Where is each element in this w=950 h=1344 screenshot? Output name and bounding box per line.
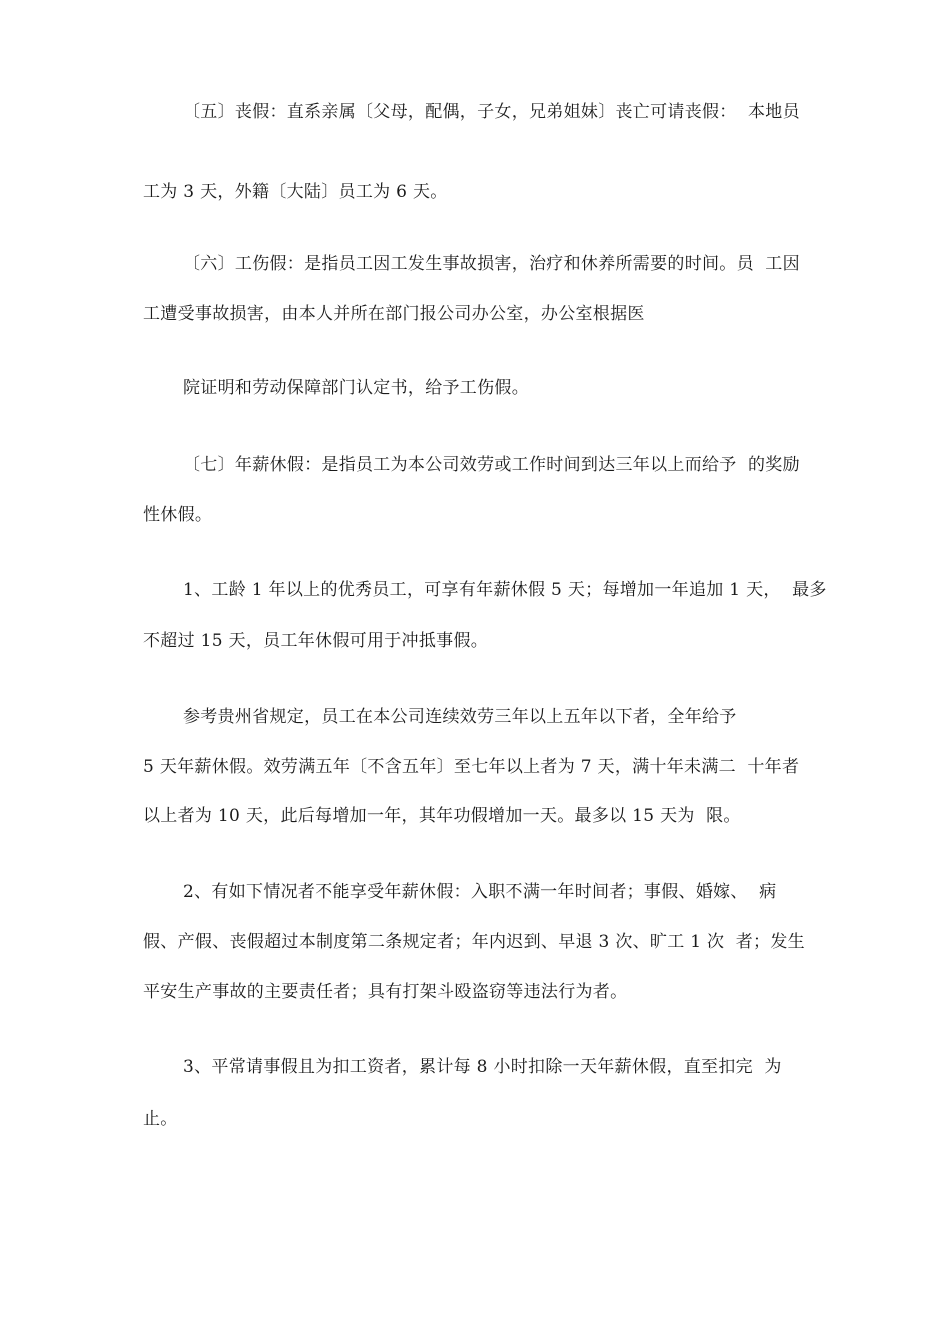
text-line: 性休假。 xyxy=(143,505,213,525)
text-line: 〔六〕工伤假：是指员工因工发生事故损害，治疗和休养所需要的时间。员 工因 xyxy=(183,254,800,274)
text-line: 平安生产事故的主要责任者；具有打架斗殴盗窃等违法行为者。 xyxy=(143,982,628,1002)
text-line: 3、平常请事假且为扣工资者，累计每 8 小时扣除一天年薪休假，直至扣完 为 xyxy=(183,1057,782,1077)
text-line: 〔五〕丧假：直系亲属〔父母，配偶，子女，兄弟姐妹〕丧亡可请丧假： 本地员 xyxy=(183,102,800,122)
text-line: 不超过 15 天，员工年休假可用于冲抵事假。 xyxy=(143,631,489,651)
text-line: 〔七〕年薪休假：是指员工为本公司效劳或工作时间到达三年以上而给予 的奖励 xyxy=(183,455,800,475)
text-line: 工遭受事故损害，由本人并所在部门报公司办公室，办公室根据医 xyxy=(143,304,645,324)
text-line: 止。 xyxy=(143,1109,178,1129)
text-line: 2、有如下情况者不能享受年薪休假：入职不满一年时间者；事假、婚嫁、 病 xyxy=(183,882,777,902)
text-line: 参考贵州省规定，员工在本公司连续效劳三年以上五年以下者，全年给予 xyxy=(183,707,737,727)
text-line: 假、产假、丧假超过本制度第二条规定者；年内迟到、早退 3 次、旷工 1 次 者；发生 xyxy=(143,932,805,952)
text-line: 工为 3 天，外籍〔大陆〕员工为 6 天。 xyxy=(143,182,448,202)
text-line: 5 天年薪休假。效劳满五年〔不含五年〕至七年以上者为 7 天，满十年未满二 十年者 xyxy=(143,757,800,777)
text-line: 1、工龄 1 年以上的优秀员工，可享有年薪休假 5 天；每增加一年追加 1 天， 最多 xyxy=(183,580,827,600)
text-line: 院证明和劳动保障部门认定书，给予工伤假。 xyxy=(183,378,529,398)
text-line: 以上者为 10 天，此后每增加一年，其年功假增加一天。最多以 15 天为 限。 xyxy=(143,806,741,826)
